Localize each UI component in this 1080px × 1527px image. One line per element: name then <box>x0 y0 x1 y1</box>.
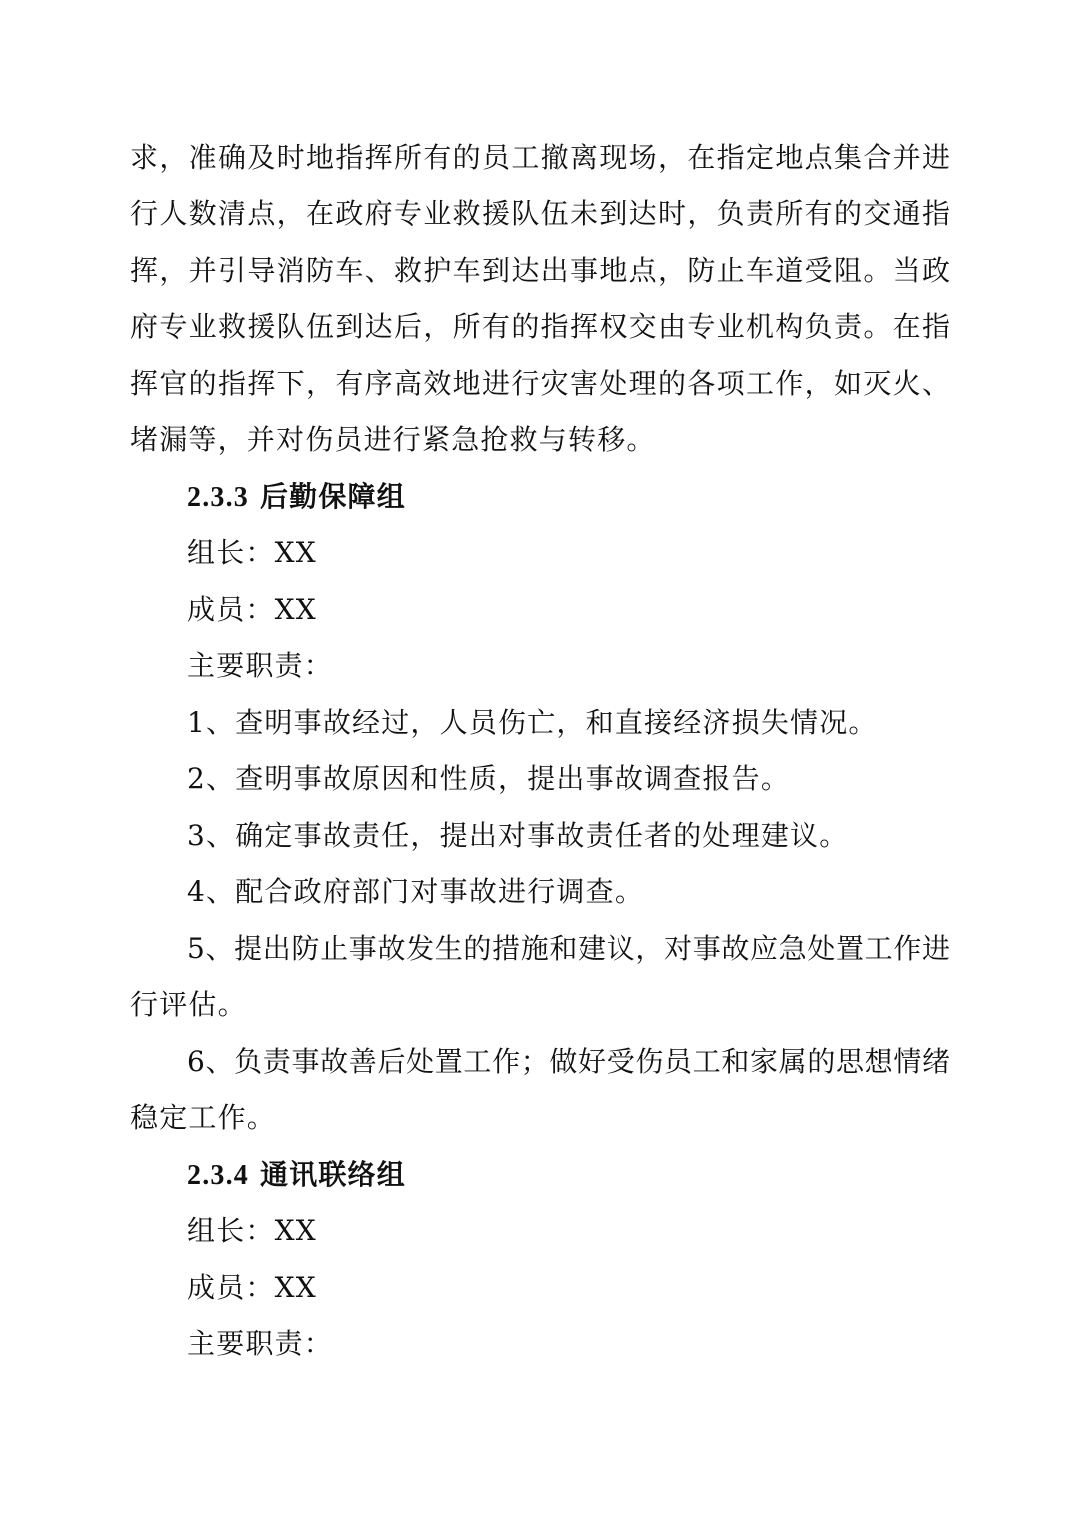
duty-item: 4、配合政府部门对事故进行调查。 <box>187 875 645 908</box>
duty-item: 3、确定事故责任，提出对事故责任者的处理建议。 <box>187 819 849 852</box>
group-leader: 组长：XX <box>187 536 317 569</box>
paragraph-line: 行人数清点，在政府专业救援队伍未到达时，负责所有的交通指 <box>130 197 950 230</box>
duty-item: 2、查明事故原因和性质，提出事故调查报告。 <box>187 762 791 795</box>
section-heading-233 <box>187 477 406 517</box>
duty-item: 5、提出防止事故发生的措施和建议，对事故应急处置工作进 <box>187 932 950 965</box>
duty-item-continuation: 稳定工作。 <box>130 1101 277 1134</box>
paragraph-line: 堵漏等，并对伤员进行紧急抢救与转移。 <box>130 423 656 456</box>
group-leader: 组长：XX <box>187 1214 317 1247</box>
section-number: 2.3.4 <box>187 1160 249 1191</box>
duties-label: 主要职责： <box>187 1327 334 1360</box>
paragraph-line: 府专业救援队伍到达后，所有的指挥权交由专业机构负责。在指 <box>130 310 950 343</box>
section-title: 通讯联络组 <box>259 1158 406 1191</box>
section-heading-234 <box>187 1155 406 1195</box>
duty-item-continuation: 行评估。 <box>130 988 247 1021</box>
duties-label: 主要职责： <box>187 649 334 682</box>
duty-item: 6、负责事故善后处置工作；做好受伤员工和家属的思想情绪 <box>187 1045 950 1078</box>
group-members: 成员：XX <box>187 593 317 626</box>
paragraph-line: 求，准确及时地指挥所有的员工撤离现场，在指定地点集合并进 <box>130 141 950 174</box>
paragraph-line: 挥官的指挥下，有序高效地进行灾害处理的各项工作，如灭火、 <box>130 367 950 400</box>
section-title: 后勤保障组 <box>259 480 406 513</box>
group-members: 成员：XX <box>187 1271 317 1304</box>
section-number: 2.3.3 <box>187 482 249 513</box>
paragraph-line: 挥，并引导消防车、救护车到达出事地点，防止车道受阻。当政 <box>130 254 950 287</box>
duty-item: 1、查明事故经过，人员伤亡，和直接经济损失情况。 <box>187 706 878 739</box>
